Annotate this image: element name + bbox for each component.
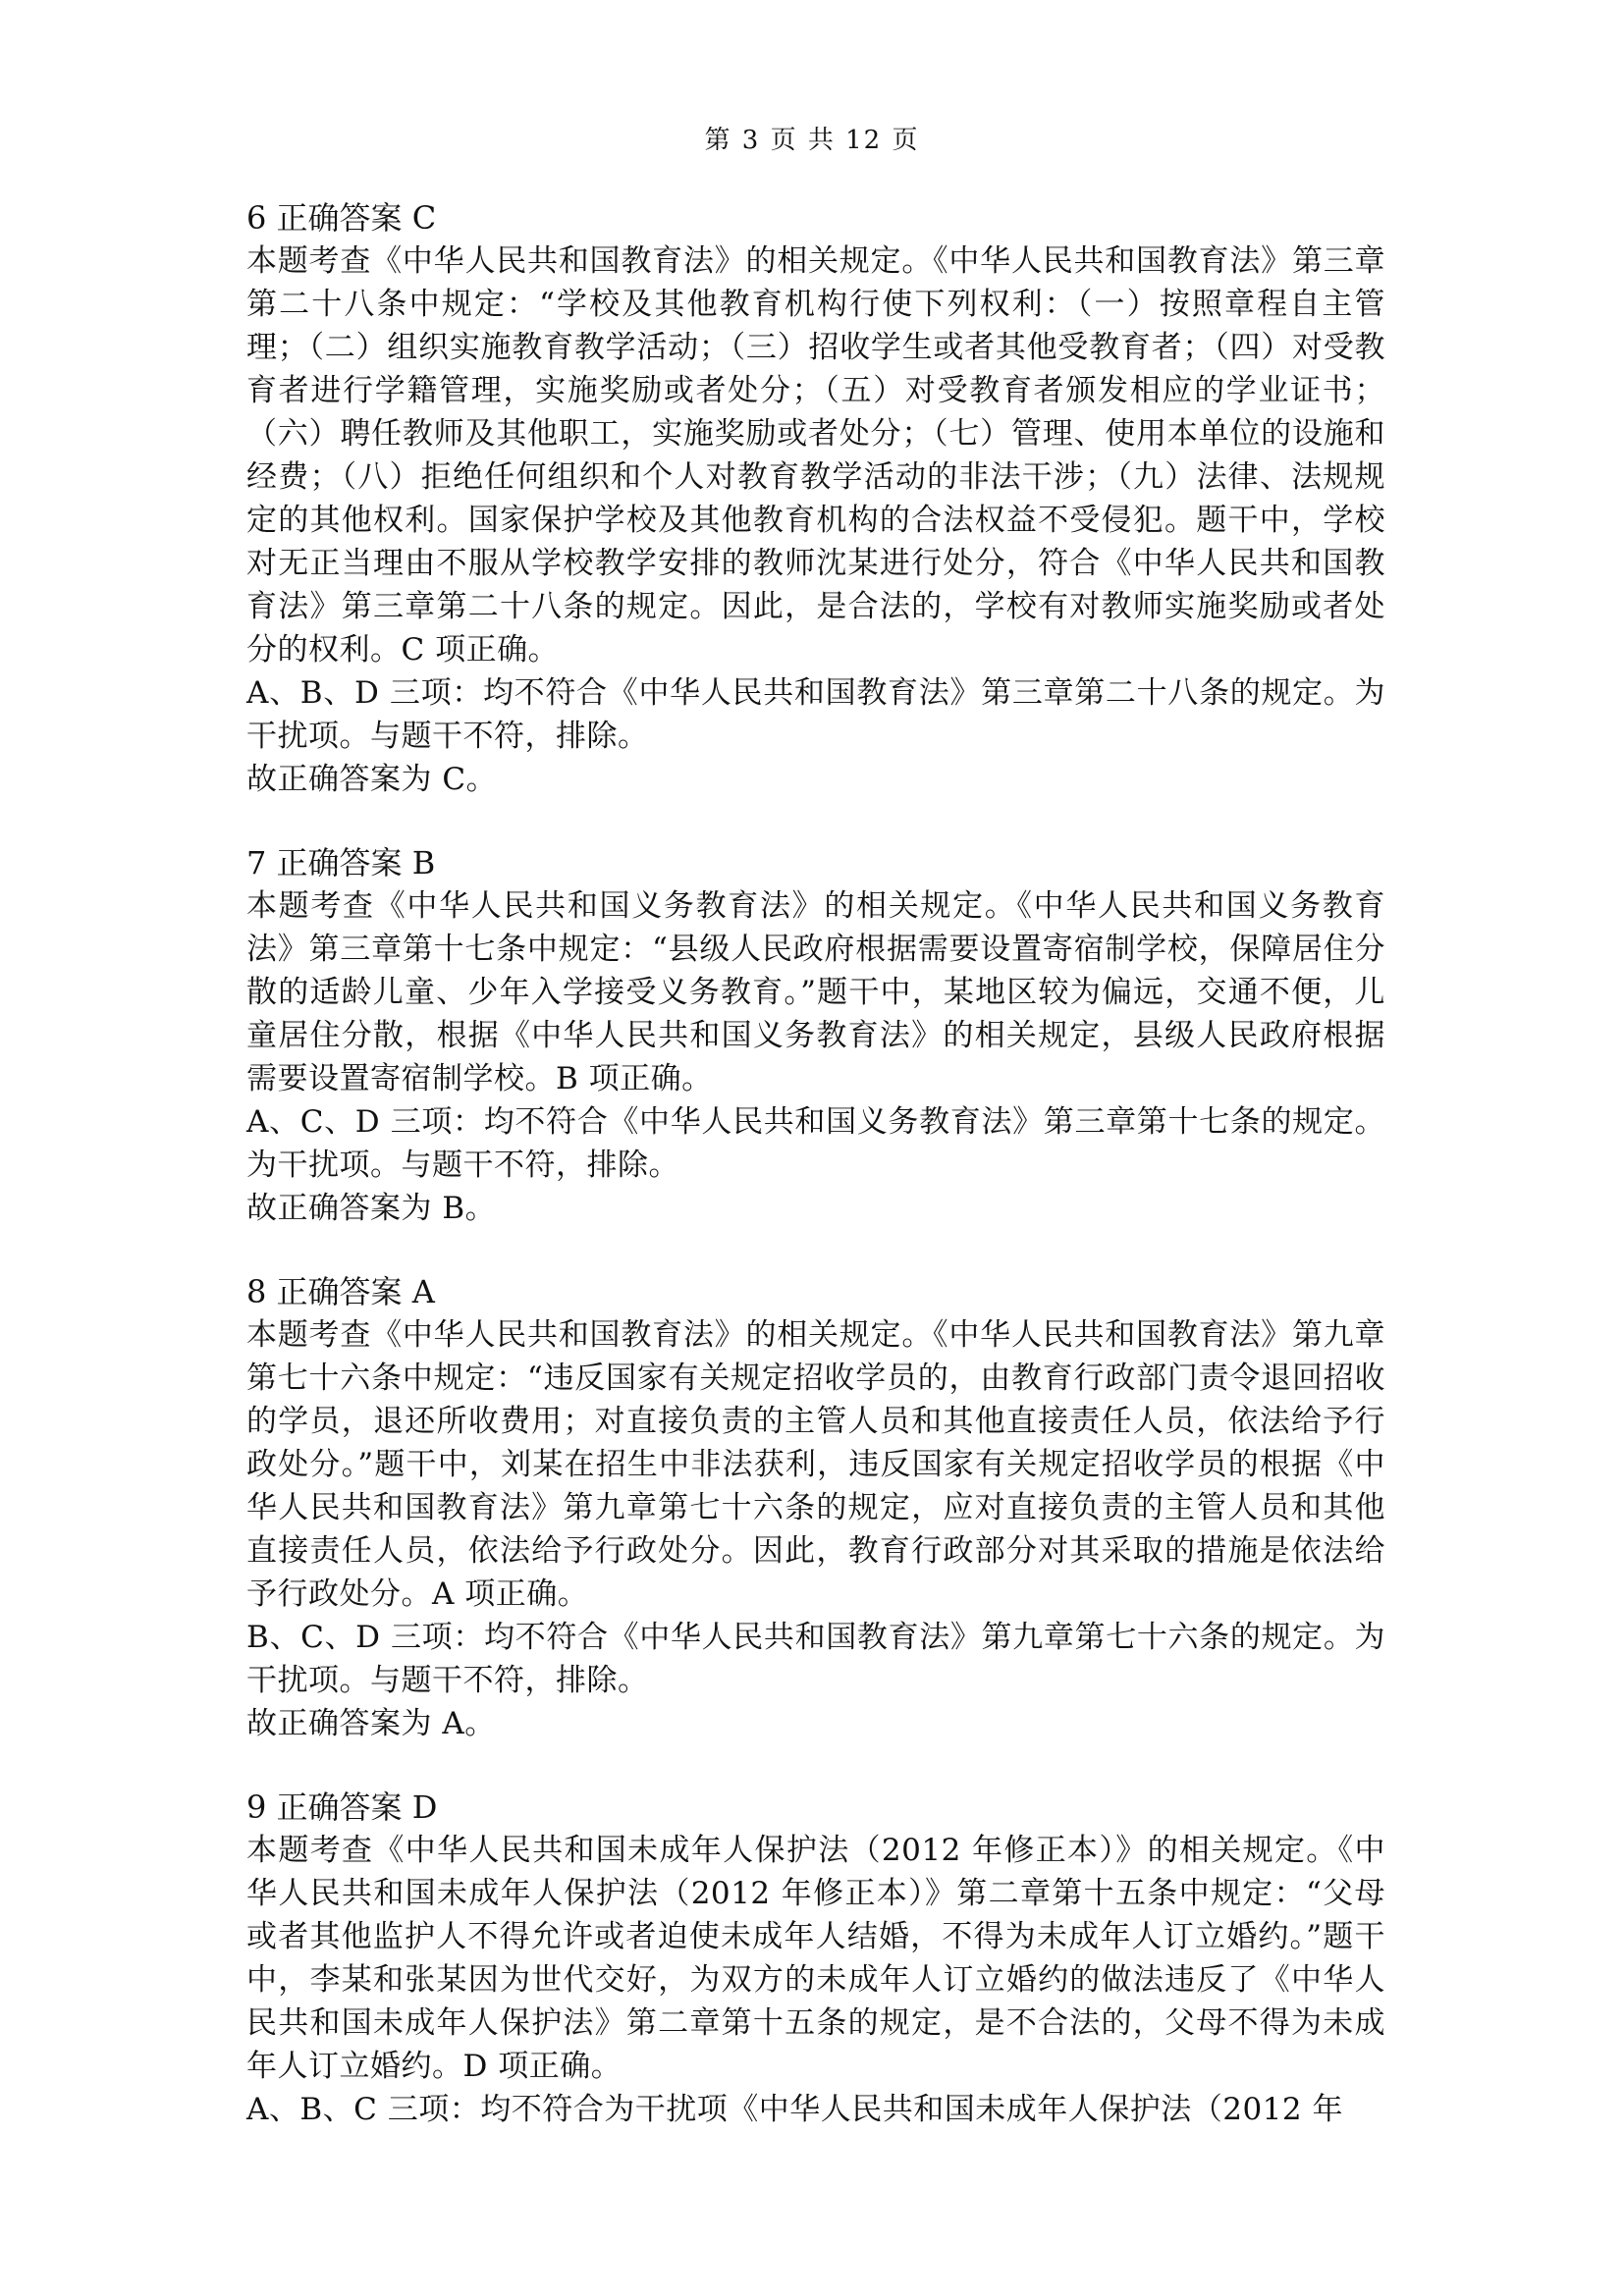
answer-heading: 9 正确答案 D [246,1789,438,1826]
answer-block-6 [246,196,1385,801]
conclusion-paragraph: 故正确答案为 C。 [246,762,498,797]
answer-explanations [246,196,1385,2171]
answer-heading: 7 正确答案 B [246,844,436,881]
answer-heading: 8 正确答案 A [246,1273,435,1310]
answer-block-8 [246,1270,1385,1745]
page-number-header: 第 3 页 共 12 页 [704,126,920,155]
explanation-paragraph: 本题考查《中华人民共和国教育法》的相关规定。《中华人民共和国教育法》第三章第二十八条中规定：“学校及其他教育机构行使下列权利：（一）按照章程自主管理；（二）组织实施教育教学活动；（三）招收学生或者其他受教育者；（四）对受教育者进行学籍管理，实施奖励或者处分；（五）对受教育者颁发相应的学业证书；（六）聘任教师及其他职工，实施奖励或者处分；（七）管理、使用本单位的设施和经费；（八）拒绝任何组织和个人对教育教学活动的非法干涉；（九）法律、法规规定的其他权利。国家保护学校及其他教育机构的合法权益不受侵犯。题干中，学校对无正当理由不服从学校教学安排的教师沈某进行处分，符合《中华人民共和国教育法》第三章第二十八条的规定。因此，是合法的，学校有对教师实施奖励或者处分的权利。C 项正确。 [246,243,1385,667]
distractor-paragraph: A、B、D 三项：均不符合《中华人民共和国教育法》第三章第二十八条的规定。为干扰项。与题干不符，排除。 [246,675,1385,754]
explanation-paragraph: 本题考查《中华人民共和国教育法》的相关规定。《中华人民共和国教育法》第九章第七十六条中规定：“违反国家有关规定招收学员的，由教育行政部门责令退回招收的学员，退还所收费用；对直接负责的主管人员和其他直接责任人员，依法给予行政处分。”题干中，刘某在招生中非法获利，违反国家有关规定招收学员的根据《中华人民共和国教育法》第九章第七十六条的规定，应对直接负责的主管人员和其他直接责任人员，依法给予行政处分。因此，教育行政部分对其采取的措施是依法给予行政处分。A 项正确。 [246,1317,1385,1612]
distractor-paragraph: A、B、C 三项：均不符合为干扰项《中华人民共和国未成年人保护法（2012 年 [246,2092,1343,2127]
explanation-paragraph: 本题考查《中华人民共和国未成年人保护法（2012 年修正本）》的相关规定。《中华人民共和国未成年人保护法（2012 年修正本）》第二章第十五条中规定：“父母或者其他监护人不得允许或者迫使未成年人结婚，不得为未成年人订立婚约。”题干中，李某和张某因为世代交好，为双方的未成年人订立婚约的做法违反了《中华人民共和国未成年人保护法》第二章第十五条的规定，是不合法的，父母不得为未成年人订立婚约。D 项正确。 [246,1833,1385,2084]
answer-block-7 [246,841,1385,1230]
answer-block-9 [246,1786,1385,2131]
distractor-paragraph: B、C、D 三项：均不符合《中华人民共和国教育法》第九章第七十六条的规定。为干扰项。与题干不符，排除。 [246,1620,1385,1698]
answer-heading: 6 正确答案 C [246,199,437,237]
explanation-paragraph: 本题考查《中华人民共和国义务教育法》的相关规定。《中华人民共和国义务教育法》第三章第十七条中规定：“县级人民政府根据需要设置寄宿制学校，保障居住分散的适龄儿童、少年入学接受义务教育。”题干中，某地区较为偏远，交通不便，儿童居住分散，根据《中华人民共和国义务教育法》的相关规定，县级人民政府根据需要设置寄宿制学校。B 项正确。 [246,888,1385,1096]
conclusion-paragraph: 故正确答案为 B。 [246,1191,497,1226]
distractor-paragraph: A、C、D 三项：均不符合《中华人民共和国义务教育法》第三章第十七条的规定。为干扰项。与题干不符，排除。 [246,1104,1385,1183]
conclusion-paragraph: 故正确答案为 A。 [246,1706,496,1741]
